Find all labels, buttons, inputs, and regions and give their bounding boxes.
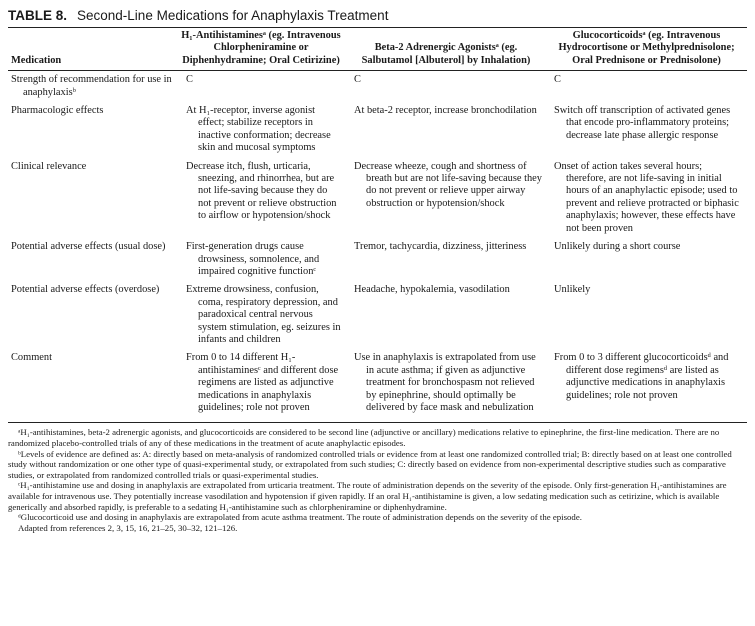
- cell-beta2: Tremor, tachycardia, dizziness, jitteriness: [354, 241, 527, 253]
- cell-gluco: Unlikely: [554, 284, 591, 296]
- table-row: [8, 352, 747, 422]
- row-label: Pharmacologic effects: [11, 105, 104, 117]
- footnote-c: ᶜH₁-antihistamine use and dosing in anaphylaxis are extrapolated from urticaria treatment. The route of administration depends on the severity of the episode. Only first-generation H₁-antihistamines are available for intravenous use. They potentially increase vasodilation and hypotension if given rapidly. If an oral H₁-antihistamine is given, a low sedating medication such as cetirizine, which is available generically and absorbed rapidly, is preferable to a sedating H₁-antihistamine such as chlorpheniramine or diphenhydramine.: [8, 480, 727, 512]
- header-beta2-agonists: Beta-2 Adrenergic Agonistsᵃ (eg. Salbutamol [Albuterol] by Inhalation): [346, 28, 546, 71]
- table-row: [8, 284, 747, 352]
- header-medication: Medication: [8, 28, 176, 71]
- document-page: [8, 6, 747, 533]
- row-label: Comment: [11, 352, 52, 364]
- row-label: Potential adverse effects (overdose): [11, 284, 160, 296]
- footnote-d: ᵈGlucocorticoid use and dosing in anaphylaxis are extrapolated from acute asthma treatment. The route of administration depends on the severity of the episode.: [18, 512, 582, 523]
- table-footnotes: [8, 422, 747, 533]
- cell-h1: From 0 to 14 different H₁-antihistaminesᶜ and different dose regimens are listed as adjunctive medications in anaphylaxis guidelines; role not proven: [186, 352, 339, 413]
- footnote-b: ᵇLevels of evidence are defined as: A: directly based on meta-analysis of randomized controlled trials or evidence from at least one randomized controlled trial; B: directly based on at least one controlled study without randomization or one other type of quasi-experimental study, or extrapolated from such studies; C: directly based on evidence from non-experimental descriptive studies such as comparative studies, or extrapolated from randomized controlled trials or quasi-experimental studies.: [8, 448, 732, 480]
- table-header-row: [8, 28, 747, 71]
- row-label: Potential adverse effects (usual dose): [11, 241, 166, 253]
- cell-h1: C: [186, 74, 193, 86]
- cell-beta2: C: [354, 74, 361, 86]
- footnote-a: ᵃH₁-antihistamines, beta-2 adrenergic agonists, and glucocorticoids are considered to be second line (adjunctive or ancillary) medications relative to epinephrine, the first-line medication. There are no randomized placebo-controlled trials of any of these medications in the treatment of acute anaphylactic episodes.: [8, 427, 720, 448]
- table-row: [8, 241, 747, 284]
- table-number: TABLE 8.: [8, 8, 68, 23]
- cell-gluco: C: [554, 74, 561, 86]
- cell-gluco: Unlikely during a short course: [554, 241, 681, 253]
- header-glucocorticoids: Glucocorticoidsᵃ (eg. Intravenous Hydrocortisone or Methylprednisolone; Oral Prednisone or Prednisolone): [546, 28, 747, 71]
- cell-beta2: Headache, hypokalemia, vasodilation: [354, 284, 510, 296]
- cell-h1: First-generation drugs cause drowsiness, somnolence, and impaired cognitive functionᶜ: [186, 241, 320, 277]
- table-row: [8, 161, 747, 241]
- header-h1-antihistamines: H₁-Antihistaminesᵃ (eg. Intravenous Chlorpheniramine or Diphenhydramine; Oral Cetirizine): [176, 28, 346, 71]
- cell-h1: Decrease itch, flush, urticaria, sneezing, and rhinorrhea, but are not life-saving because they do not prevent or relieve obstruction to airflow or hypotension/shock: [186, 160, 337, 222]
- cell-h1: Extreme drowsiness, confusion, coma, respiratory depression, and paradoxical central nervous system stimulation, eg. seizures in infants and children: [186, 284, 341, 345]
- cell-beta2: Use in anaphylaxis is extrapolated from use in acute asthma; if given as adjunctive treatment for bronchospasm not relieved by epinephrine, should optimally be delivered by face mask and nebulization: [354, 352, 536, 413]
- table-caption: Second-Line Medications for Anaphylaxis Treatment: [77, 8, 389, 23]
- table-row: [8, 105, 747, 161]
- cell-h1: At H₁-receptor, inverse agonist effect; stabilize receptors in inactive conformation; decrease skin and mucosal symptoms: [186, 105, 331, 154]
- source-note: Adapted from references 2, 3, 15, 16, 21–25, 30–32, 121–126.: [18, 522, 238, 533]
- row-label: Strength of recommendation for use in anaphylaxisᵇ: [11, 74, 172, 98]
- cell-gluco: Switch off transcription of activated genes that encode pro-inflammatory proteins; decrease late phase allergic response: [554, 105, 731, 141]
- medications-table: [8, 28, 747, 422]
- cell-gluco: From 0 to 3 different glucocorticoidsᵈ and different dose regimensᵈ are listed as adjunctive medications in anaphylaxis guidelines; role not proven: [554, 352, 729, 401]
- table-title: [8, 6, 747, 28]
- table-row: [8, 71, 747, 105]
- cell-gluco: Onset of action takes several hours; therefore, are not life-saving in initial hours of an anaphylactic episode; used to prevent and relieve protracted or biphasic anaphylaxis; however, these effects have not been proven: [554, 160, 739, 234]
- row-label: Clinical relevance: [11, 160, 87, 172]
- cell-beta2: Decrease wheeze, cough and shortness of breath but are not life-saving because they do not prevent or relieve upper airway obstruction or hypotension/shock: [354, 160, 542, 209]
- cell-beta2: At beta-2 receptor, increase bronchodilation: [354, 105, 537, 117]
